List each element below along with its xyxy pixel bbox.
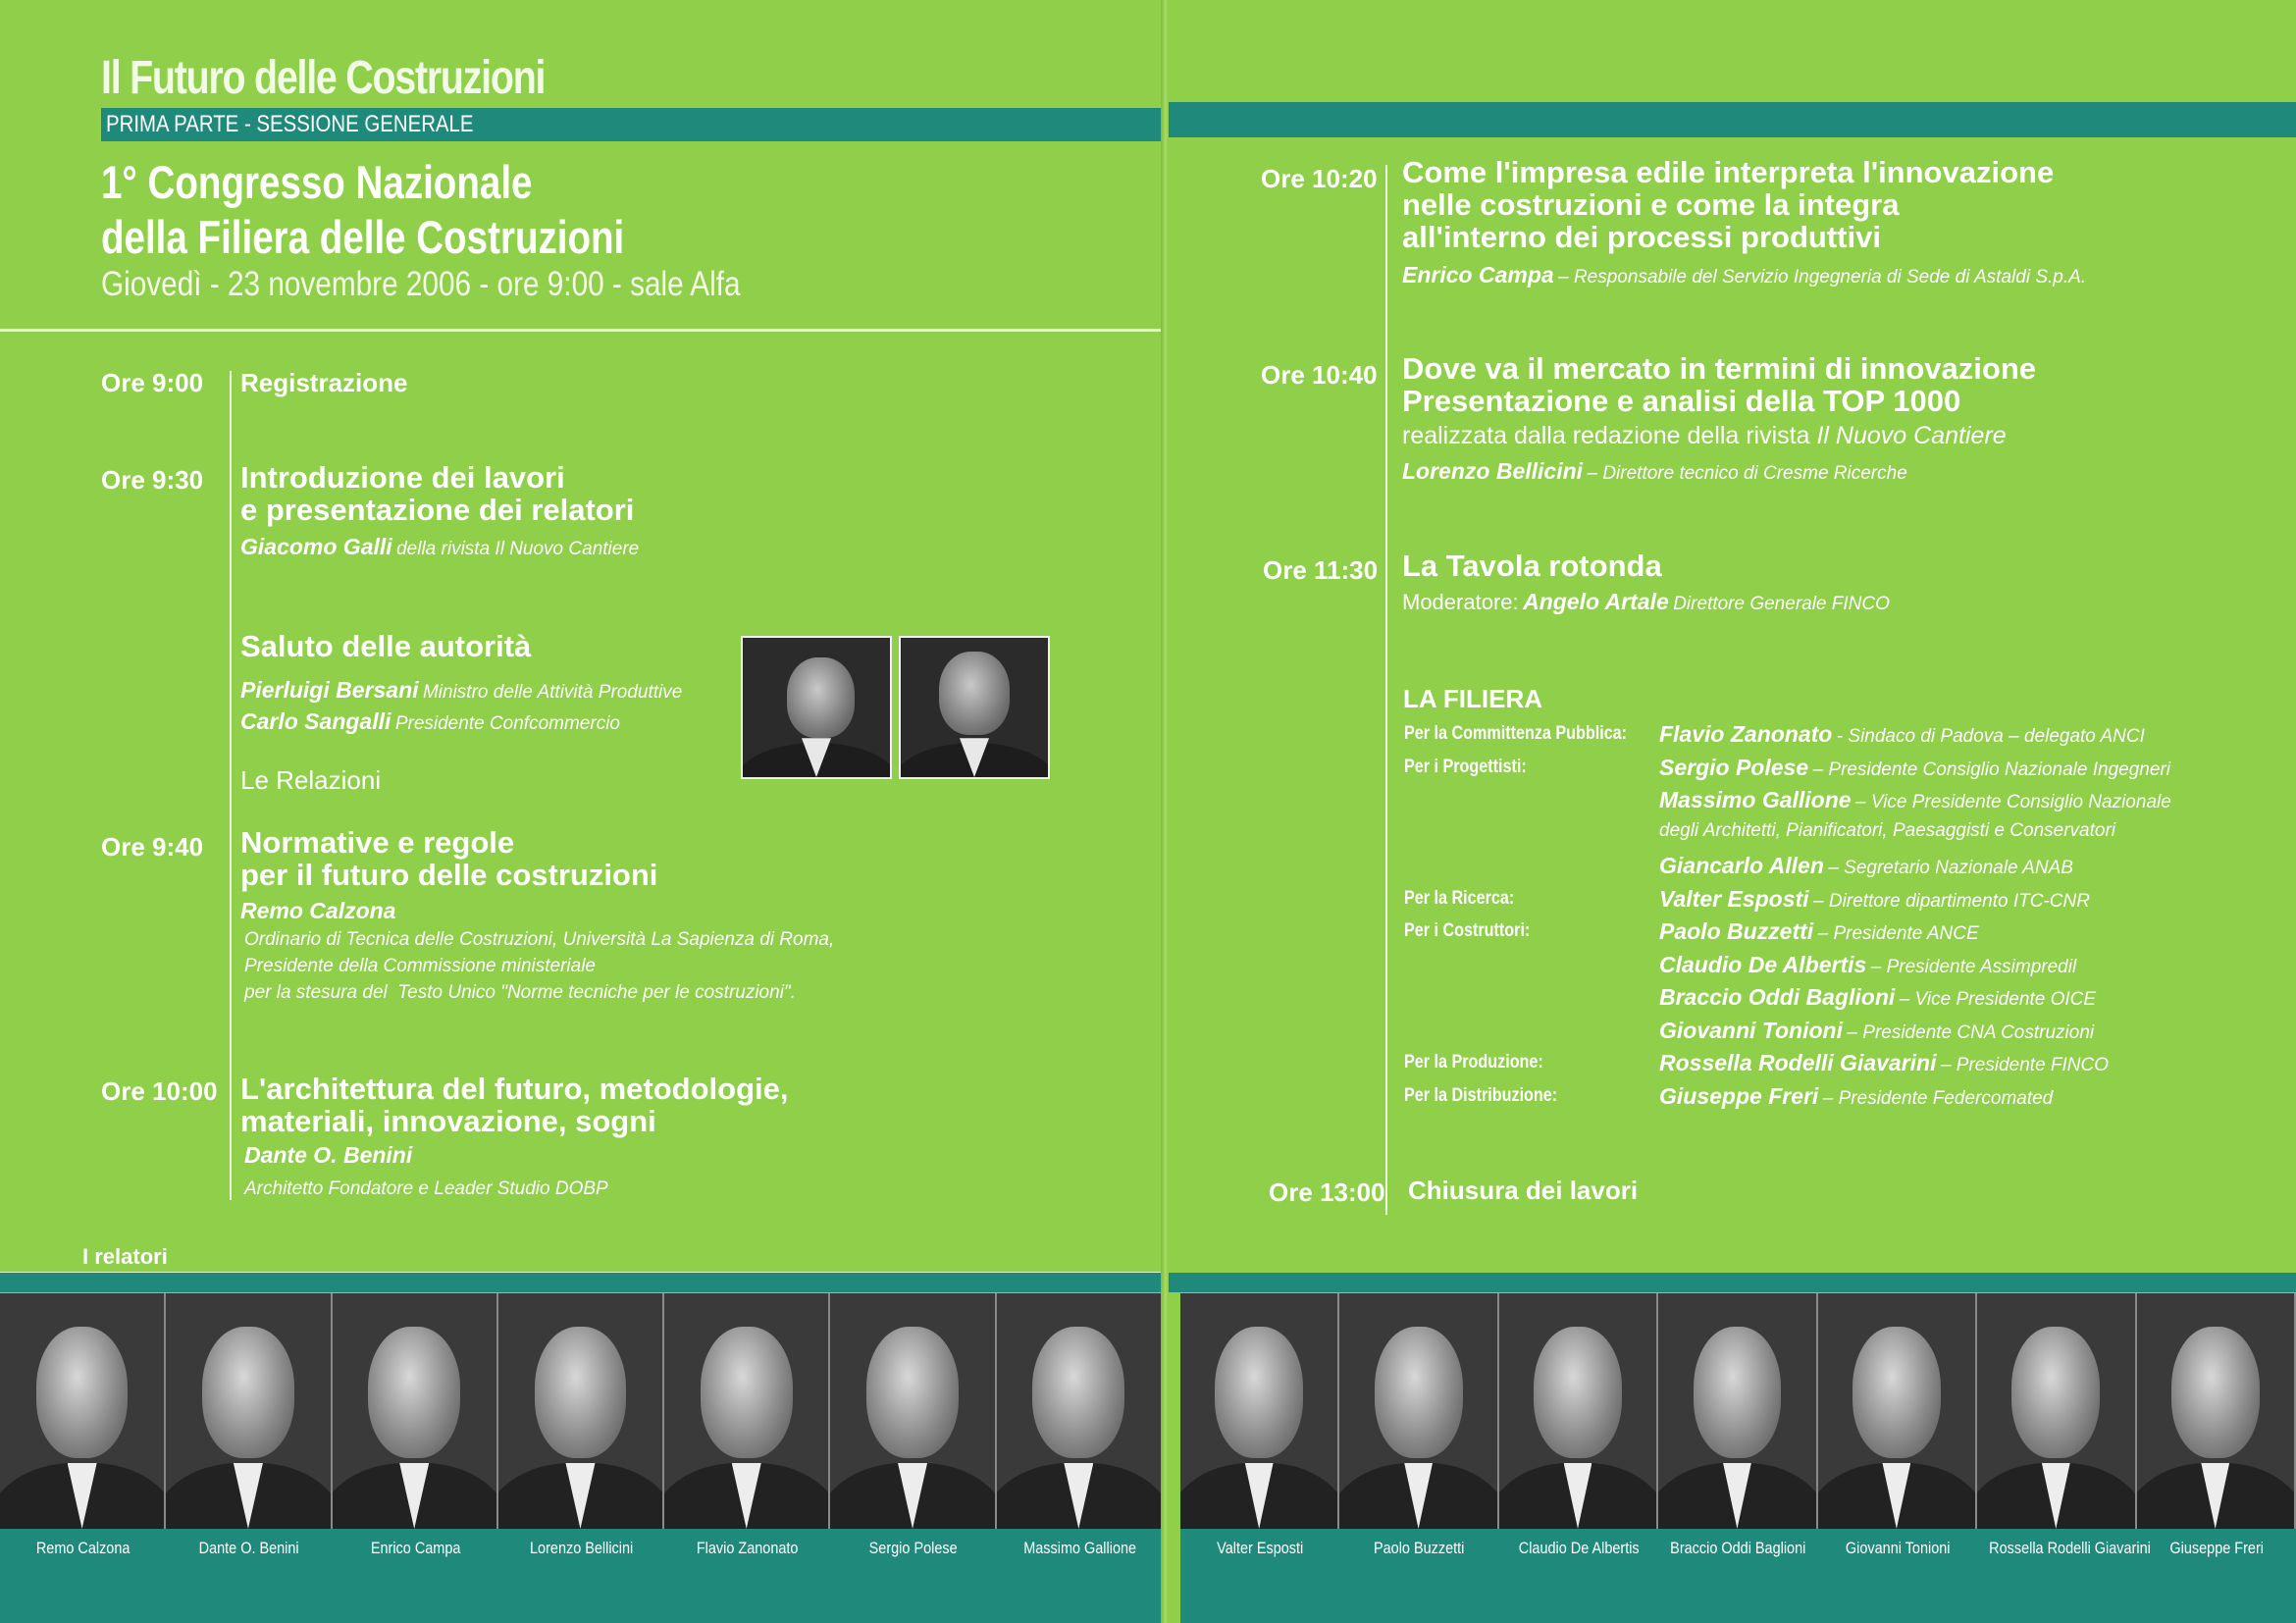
speaker-description: Architetto Fondatore e Leader Studio DOBP	[244, 1178, 608, 1199]
time-label: Ore 10:20	[1261, 164, 1378, 193]
filiera-name: Claudio De Albertis	[1659, 951, 1867, 977]
speaker-role: Ministro delle Attività Produttive	[422, 682, 683, 703]
portrait-strip-right	[1180, 1293, 2296, 1529]
filiera-role: degli Architetti, Pianificatori, Paesaggisti e Conservatori	[1659, 819, 2116, 841]
right-page	[1169, 0, 2296, 1623]
filiera-category: Per la Committenza Pubblica:	[1404, 723, 1628, 744]
session-title: Dove va il mercato in termini di innovazione Presentazione e analisi della TOP 1000	[1402, 351, 2036, 418]
speaker-name-cell	[166, 1529, 332, 1623]
filiera-category: Per i Progettisti:	[1404, 756, 1527, 777]
speaker-name: Enrico Campa	[1402, 262, 1554, 288]
timeline-line	[230, 371, 232, 1200]
filiera-role: – Presidente Federcomated	[1822, 1087, 2054, 1109]
speaker-name-cell	[1818, 1529, 1977, 1623]
moderator-label: Moderatore:	[1402, 590, 1519, 614]
speaker-name-cell	[1658, 1529, 1817, 1623]
congress-title: 1° Congresso Nazionale della Filiera delle Costruzioni	[101, 156, 625, 263]
filiera-category: Per la Distribuzione:	[1404, 1084, 1558, 1106]
speaker-role: della rivista Il Nuovo Cantiere	[396, 539, 640, 559]
speaker-name-label: Claudio De Albertis	[1518, 1539, 1640, 1557]
session-title: Come l'impresa edile interpreta l'innovazione nelle costruzioni e come la integra all'interno dei processi produttivi	[1402, 155, 2055, 254]
speaker-name-label: Rossella Rodelli Giavarini	[1989, 1539, 2151, 1557]
speaker-name: Giacomo Galli	[240, 534, 392, 559]
speaker-name-cell	[830, 1529, 996, 1623]
speaker-portrait	[498, 1293, 664, 1529]
main-title: Il Futuro delle Costruzioni	[101, 52, 546, 104]
speaker-role: – Responsabile del Servizio Ingegneria di Sede di Astaldi S.p.A.	[1558, 267, 2087, 288]
portrait-strip-left	[0, 1293, 1163, 1529]
filiera-name: Rossella Rodelli Giavarini	[1659, 1050, 1937, 1075]
speaker-portrait	[830, 1293, 996, 1529]
speaker-name-label: Flavio Zanonato	[696, 1539, 799, 1557]
time-label: Ore 9:30	[101, 465, 204, 495]
authority-photo	[899, 636, 1050, 779]
speaker-name-label: Giuseppe Freri	[2168, 1539, 2264, 1557]
filiera-entry	[1659, 918, 1979, 945]
time-label: Ore 9:40	[101, 832, 204, 862]
closing-title: Chiusura dei lavori	[1408, 1176, 1639, 1205]
registration-title: Registrazione	[240, 368, 408, 397]
filiera-role: – Direttore dipartimento ITC-CNR	[1813, 890, 2090, 912]
speaker-role: – Direttore tecnico di Cresme Ricerche	[1587, 463, 1907, 484]
filiera-title: LA FILIERA	[1403, 684, 1543, 713]
speaker-name-label: Massimo Gallione	[1022, 1539, 1136, 1557]
filiera-entry	[1659, 853, 2073, 879]
filiera-entry	[1659, 952, 2076, 978]
speaker-name-cell	[664, 1529, 830, 1623]
speaker-portrait	[1499, 1293, 1658, 1529]
filiera-entry	[1659, 721, 2145, 748]
filiera-category: Per i Costruttori:	[1404, 920, 1531, 941]
time-label: Ore 13:00	[1269, 1178, 1385, 1207]
speaker-name-cell	[1339, 1529, 1498, 1623]
speaker-name-label: Sergio Polese	[869, 1539, 959, 1557]
strip-top-band	[0, 1273, 1163, 1292]
session-subtitle: realizzata dalla redazione della rivista	[1402, 422, 1810, 449]
filiera-entry	[1659, 820, 2115, 842]
filiera-entry	[1659, 1018, 2094, 1044]
filiera-role: – Presidente FINCO	[1940, 1055, 2110, 1075]
name-strip-right	[1180, 1529, 2296, 1623]
filiera-role: – Presidente ANCE	[1817, 923, 1979, 944]
speaker-description: Ordinario di Tecnica delle Costruzioni, Università La Sapienza di Roma, Presidente della Commissione ministeriale per la stesura del Testo Unico "Norme tecniche per le costruzioni".	[244, 929, 835, 1003]
speaker-name-label: Giovanni Tonioni	[1845, 1539, 1951, 1557]
speaker-name: Lorenzo Bellicini	[1402, 458, 1584, 484]
speaker-name-cell	[2137, 1529, 2296, 1623]
speaker-portrait	[1658, 1293, 1817, 1529]
speaker-name-label: Paolo Buzzetti	[1374, 1539, 1465, 1557]
speaker-name-cell	[333, 1529, 498, 1623]
filiera-entry	[1659, 755, 2170, 781]
filiera-entry	[1659, 984, 2096, 1011]
speaker-name-label: Braccio Oddi Baglioni	[1670, 1539, 1806, 1557]
speaker-name: Pierluigi Bersani	[240, 677, 419, 703]
filiera-role: – Presidente Assimpredil	[1870, 956, 2077, 977]
filiera-name: Giancarlo Allen	[1659, 853, 1824, 878]
session-title: La Tavola rotonda	[1402, 549, 1662, 583]
speaker-name-label: Remo Calzona	[35, 1539, 130, 1557]
speaker-name-cell	[0, 1529, 166, 1623]
time-label: Ore 11:30	[1263, 555, 1379, 585]
filiera-role: – Segretario Nazionale ANAB	[1828, 858, 2073, 878]
speaker-portrait	[0, 1293, 166, 1529]
speaker-role: Presidente Confcommercio	[394, 713, 620, 734]
speaker-name: Carlo Sangalli	[240, 708, 391, 734]
time-label: Ore 9:00	[101, 368, 204, 397]
moderator-name: Angelo Artale	[1523, 589, 1669, 614]
filiera-name: Valter Esposti	[1659, 885, 1809, 912]
filiera-category: Per la Ricerca:	[1404, 887, 1515, 909]
session-title: Saluto delle autorità	[240, 629, 532, 663]
filiera-name: Massimo Gallione	[1659, 787, 1852, 812]
speaker-portrait	[1180, 1293, 1339, 1529]
speaker-name-cell	[1180, 1529, 1339, 1623]
speaker-name: Dante O. Benini	[244, 1142, 413, 1168]
congress-date: Giovedì - 23 novembre 2006 - ore 9:00 - sale Alfa	[101, 265, 741, 303]
speaker-name: Remo Calzona	[240, 898, 396, 923]
filiera-name: Sergio Polese	[1659, 754, 1809, 780]
filiera-name: Giuseppe Freri	[1659, 1082, 1819, 1109]
speaker-name-cell	[1977, 1529, 2151, 1623]
session-title: Introduzione dei lavori e presentazione dei relatori	[240, 460, 635, 527]
speaker-portrait	[1977, 1293, 2136, 1529]
filiera-category: Per la Produzione:	[1404, 1052, 1543, 1073]
speaker-portrait	[997, 1293, 1163, 1529]
speaker-portrait	[166, 1293, 332, 1529]
filiera-role: - Sindaco di Padova – delegato ANCI	[1836, 726, 2145, 747]
relazioni-label: Le Relazioni	[240, 765, 382, 795]
authority-photo	[741, 636, 892, 779]
header-divider	[0, 329, 1163, 332]
strip-top-band	[1169, 1273, 2296, 1292]
filiera-name: Braccio Oddi Baglioni	[1659, 984, 1896, 1010]
session-title: L'architettura del futuro, metodologie, materiali, innovazione, sogni	[240, 1072, 789, 1138]
speaker-name-label: Dante O. Benini	[198, 1539, 299, 1557]
filiera-name: Paolo Buzzetti	[1659, 918, 1814, 944]
header-band	[1169, 102, 2296, 137]
filiera-role: – Presidente CNA Costruzioni	[1847, 1021, 2095, 1043]
filiera-entry	[1659, 1050, 2109, 1076]
name-strip-left	[0, 1529, 1163, 1623]
speaker-portrait	[1818, 1293, 1977, 1529]
speaker-name-label: Lorenzo Bellicini	[529, 1539, 634, 1557]
filiera-entry	[1659, 787, 2171, 813]
speaker-portrait	[1339, 1293, 1498, 1529]
speaker-name-label: Enrico Campa	[370, 1539, 460, 1557]
part-label: PRIMA PARTE - SESSIONE GENERALE	[106, 111, 474, 137]
speaker-portrait	[2137, 1293, 2296, 1529]
moderator-role: Direttore Generale FINCO	[1673, 594, 1890, 614]
speaker-name-cell	[1499, 1529, 1658, 1623]
relatori-label: I relatori	[82, 1244, 168, 1269]
speaker-name-cell	[498, 1529, 664, 1623]
timeline-line	[1385, 165, 1387, 1215]
filiera-role: – Vice Presidente OICE	[1899, 989, 2097, 1010]
filiera-name: Flavio Zanonato	[1659, 721, 1833, 747]
session-title: Normative e regole per il futuro delle costruzioni	[240, 825, 658, 892]
time-label: Ore 10:00	[101, 1076, 218, 1106]
time-label: Ore 10:40	[1261, 360, 1378, 390]
filiera-name: Giovanni Tonioni	[1659, 1017, 1843, 1043]
filiera-role: – Presidente Consiglio Nazionale Ingegneri	[1812, 759, 2170, 780]
speaker-portrait	[333, 1293, 498, 1529]
speaker-name-cell	[997, 1529, 1163, 1623]
speaker-name-label: Valter Esposti	[1217, 1539, 1304, 1557]
filiera-entry	[1659, 1083, 2053, 1110]
magazine-name: Il Nuovo Cantiere	[1816, 422, 2007, 449]
filiera-entry	[1659, 886, 2090, 913]
speaker-portrait	[664, 1293, 830, 1529]
filiera-role: – Vice Presidente Consiglio Nazionale	[1855, 792, 2171, 812]
